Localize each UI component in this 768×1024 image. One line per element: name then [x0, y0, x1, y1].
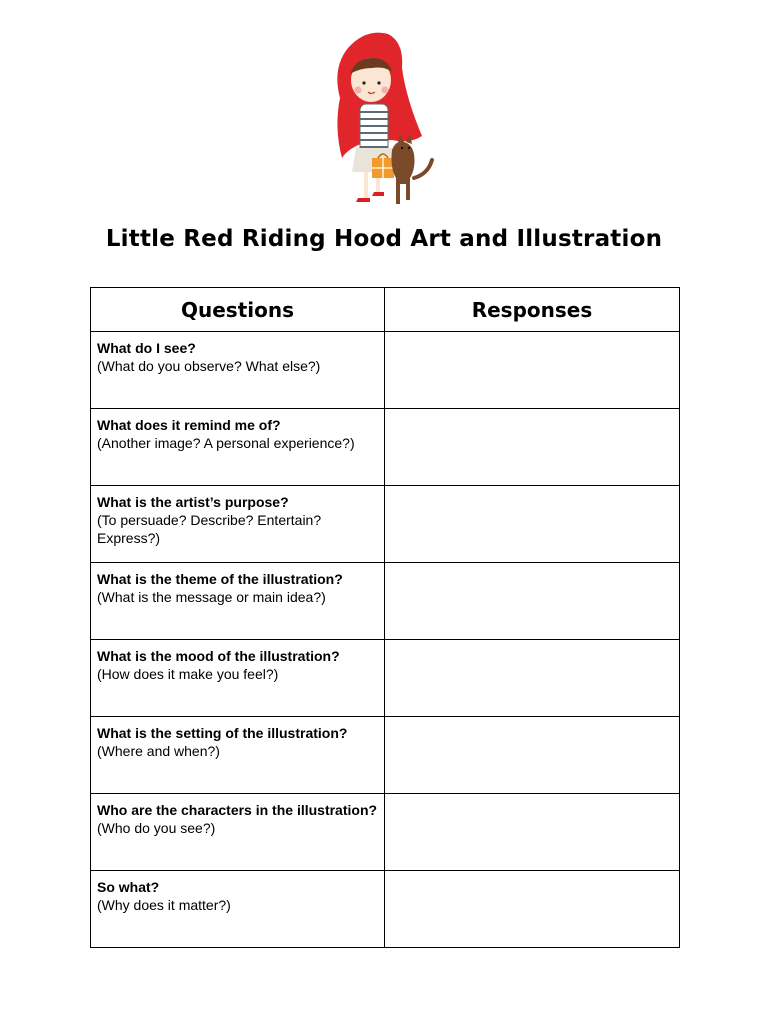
response-cell[interactable]: [385, 409, 680, 486]
table-header-row: [91, 288, 680, 332]
question-text: Who are the characters in the illustration?: [97, 802, 378, 818]
table-row: [91, 717, 680, 794]
question-cell: [91, 332, 385, 409]
question-cell: [91, 486, 385, 563]
response-cell[interactable]: [385, 717, 680, 794]
table-row: [91, 486, 680, 563]
response-cell[interactable]: [385, 486, 680, 563]
question-text: What is the theme of the illustration?: [97, 571, 343, 587]
question-cell: [91, 640, 385, 717]
little-red-riding-hood-illustration: [326, 28, 442, 210]
response-cell[interactable]: [385, 640, 680, 717]
question-hint: (What do you observe? What else?): [97, 358, 321, 374]
table-row: [91, 332, 680, 409]
table-row: [91, 640, 680, 717]
table-row: [91, 794, 680, 871]
response-cell[interactable]: [385, 332, 680, 409]
question-hint: (What is the message or main idea?): [97, 589, 326, 605]
question-cell: [91, 563, 385, 640]
question-text: What is the mood of the illustration?: [97, 648, 340, 664]
table-row: [91, 563, 680, 640]
question-text: What does it remind me of?: [97, 417, 281, 433]
table-row: [91, 871, 680, 948]
table-row: [91, 409, 680, 486]
question-hint: (Who do you see?): [97, 820, 216, 836]
question-cell: [91, 409, 385, 486]
question-hint: (Why does it matter?): [97, 897, 231, 913]
question-text: What is the artist’s purpose?: [97, 494, 289, 510]
question-hint: (How does it make you feel?): [97, 666, 279, 682]
response-cell[interactable]: [385, 871, 680, 948]
question-text: What is the setting of the illustration?: [97, 725, 348, 741]
question-hint: (Another image? A personal experience?): [97, 435, 355, 451]
question-cell: [91, 717, 385, 794]
question-text: What do I see?: [97, 340, 196, 356]
questions-column-header: Questions: [91, 288, 385, 332]
reflection-worksheet-table: [90, 287, 680, 948]
question-text: So what?: [97, 879, 160, 895]
responses-column-header: Responses: [385, 288, 680, 332]
page-title: Little Red Riding Hood Art and Illustration: [105, 226, 663, 252]
response-cell[interactable]: [385, 794, 680, 871]
response-cell[interactable]: [385, 563, 680, 640]
question-hint: (To persuade? Describe? Entertain? Express?): [97, 512, 322, 546]
question-cell: [91, 871, 385, 948]
question-hint: (Where and when?): [97, 743, 220, 759]
question-cell: [91, 794, 385, 871]
